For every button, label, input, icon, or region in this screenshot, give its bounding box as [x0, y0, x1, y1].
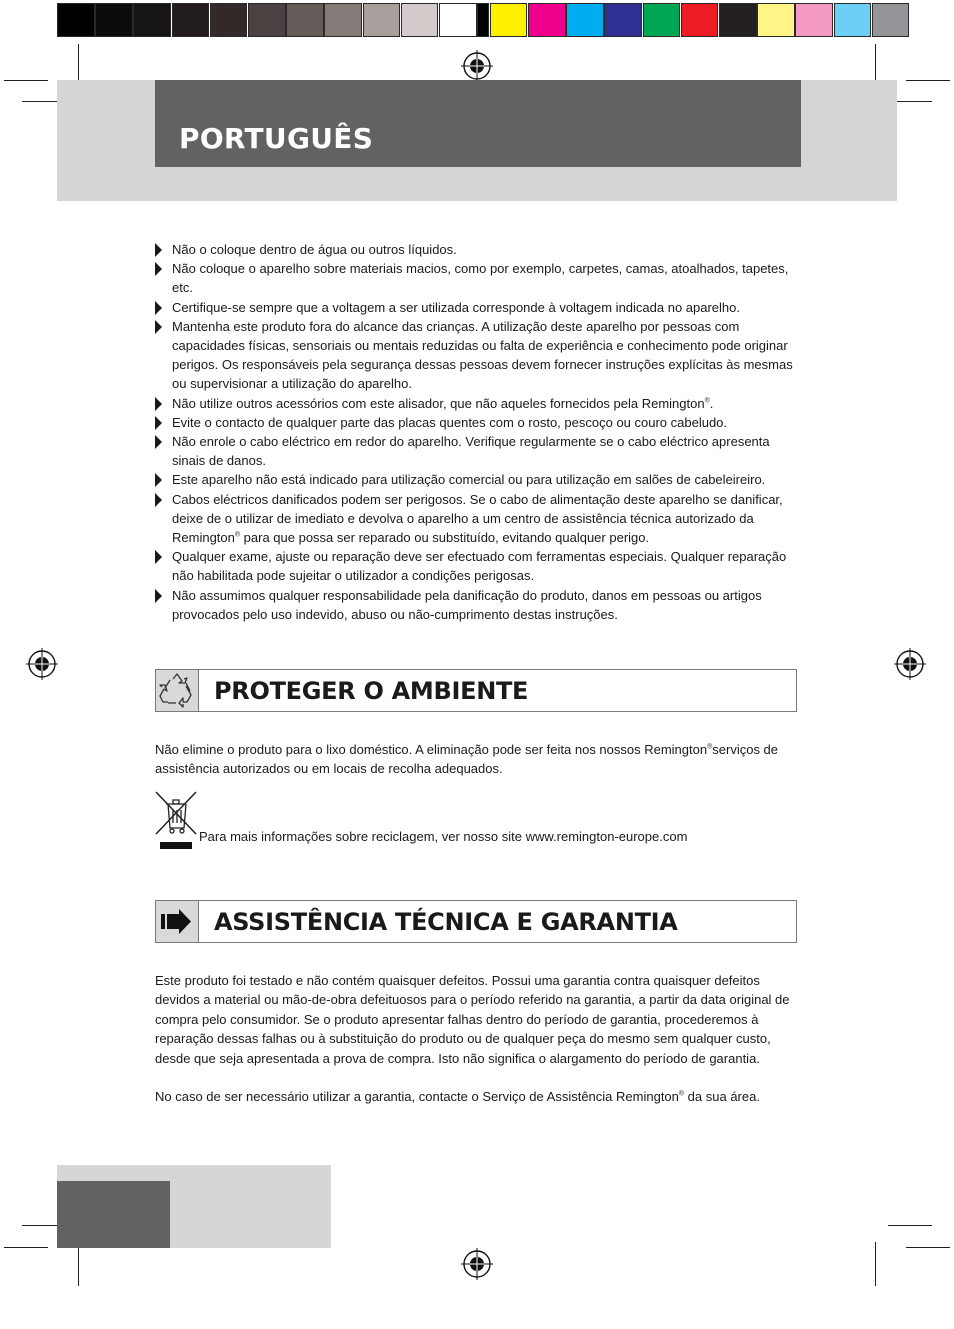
- list-item: [155, 394, 805, 413]
- arrow-right-icon: [156, 901, 198, 942]
- color-swatch: [643, 3, 681, 37]
- list-item: [155, 317, 805, 394]
- bullet-arrow-icon: [155, 320, 162, 334]
- list-item-text: Não assumimos qualquer responsabilidade pela danificação do produto, danos em pessoas ou artigos provocados pelo uso indevido, abuso ou não-cumprimento destas instruções.: [172, 587, 762, 622]
- section-icon-cell: [156, 901, 199, 942]
- registration-mark-icon: [894, 648, 926, 680]
- registration-mark-icon: [461, 50, 493, 82]
- bullet-arrow-icon: [155, 416, 162, 430]
- color-swatch: [757, 3, 795, 37]
- list-item: [155, 240, 805, 259]
- page-title: PORTUGUÊS: [179, 122, 374, 155]
- section-title: PROTEGER O AMBIENTE: [214, 677, 529, 705]
- bullet-arrow-icon: [155, 301, 162, 315]
- list-item-text: Não coloque o aparelho sobre materiais macios, como por exemplo, carpetes, camas, atoalhados, tapetes, etc.: [172, 261, 789, 296]
- bullet-arrow-icon: [155, 550, 162, 564]
- list-item-text: .: [709, 395, 714, 411]
- list-item-text: Certifique-se sempre que a voltagem a ser utilizada corresponde à voltagem indicada no aparelho.: [172, 299, 740, 315]
- bullet-arrow-icon: [155, 493, 162, 507]
- color-swatch: [834, 3, 872, 37]
- section-icon-cell: [156, 670, 199, 711]
- registered-mark: ®: [704, 397, 710, 405]
- paragraph-text: serviços de assistência autorizados ou em locais de recolha adequados.: [155, 742, 779, 777]
- color-swatch: [363, 3, 401, 37]
- registered-mark: ®: [707, 743, 713, 751]
- list-item-text: para que possa ser reparado ou substituído, evitando qualquer perigo.: [240, 530, 650, 546]
- color-swatch: [872, 3, 910, 37]
- recycling-info: Para mais informações sobre reciclagem, ver nosso site www.remington-europe.com: [199, 829, 688, 844]
- bullet-arrow-icon: [155, 589, 162, 603]
- color-swatch: [490, 3, 528, 37]
- list-item: [155, 586, 805, 624]
- color-swatch: [604, 3, 642, 37]
- color-swatch: [324, 3, 362, 37]
- list-item: [155, 298, 805, 317]
- safety-instructions-list: [155, 240, 805, 624]
- list-item: [155, 432, 805, 470]
- crop-mark: [906, 1247, 950, 1248]
- recycle-icon: [156, 670, 198, 711]
- list-item-text: Qualquer exame, ajuste ou reparação deve ser efectuado com ferramentas especiais. Qualquer reparação não habilitada pode sujeitar o utilizador a condições perigosas.: [172, 549, 787, 584]
- bullet-arrow-icon: [155, 397, 162, 411]
- color-swatch: [57, 3, 95, 37]
- color-swatch: [681, 3, 719, 37]
- registered-mark: ®: [234, 531, 241, 539]
- color-calibration-bar: [57, 0, 897, 39]
- crop-mark: [78, 1242, 79, 1286]
- bullet-arrow-icon: [155, 473, 162, 487]
- registered-mark: ®: [678, 1090, 685, 1098]
- list-item: [155, 259, 805, 297]
- paragraph-text: No caso de ser necessário utilizar a garantia, contacte o Serviço de Assistência Remington: [155, 1089, 679, 1104]
- bullet-arrow-icon: [155, 262, 162, 276]
- list-item-text: Cabos eléctricos danificados podem ser perigosos. Se o cabo de alimentação deste aparelho se danificar, deixe de o utilizar de imediato e devolva o aparelho a um centro de assistência técnica autorizado da Remington: [172, 491, 783, 546]
- color-swatch: [795, 3, 833, 37]
- color-swatch: [95, 3, 133, 37]
- section-header-environment: [155, 669, 797, 712]
- list-item: [155, 547, 805, 585]
- crop-mark: [4, 80, 48, 81]
- color-swatch: [286, 3, 324, 37]
- color-swatch: [439, 3, 477, 37]
- registration-mark-icon: [461, 1248, 493, 1280]
- bullet-arrow-icon: [155, 435, 162, 449]
- color-swatch: [172, 3, 210, 37]
- color-swatch: [248, 3, 286, 37]
- list-item: [155, 470, 805, 489]
- environment-paragraph: [155, 740, 805, 779]
- list-item-text: Evite o contacto de qualquer parte das placas quentes com o rosto, pescoço ou couro cabeludo.: [172, 414, 728, 430]
- list-item: [155, 490, 805, 548]
- paragraph-text: da sua área.: [684, 1089, 760, 1104]
- color-swatch: [528, 3, 566, 37]
- color-swatch: [133, 3, 171, 37]
- crop-mark: [906, 80, 950, 81]
- list-item: [155, 413, 805, 432]
- color-swatch: [477, 3, 489, 37]
- color-swatch: [401, 3, 439, 37]
- list-item-text: Mantenha este produto fora do alcance das crianças. A utilização deste aparelho por pessoas com capacidades físicas, sensoriais ou mentais reduzidas ou falta de experiência e conhecimento pode originar perigos. Os responsáveis pela segurança dessas pessoas devem fornecer instruções explícitas às mesmas ou supervisionar a utilização do aparelho.: [172, 318, 793, 392]
- footer-page-tab: [57, 1181, 170, 1248]
- crop-mark: [875, 1242, 876, 1286]
- section-header-service: [155, 900, 797, 943]
- list-item-text: Este aparelho não está indicado para utilização comercial ou para utilização em salões de cabeleireiro.: [172, 472, 766, 488]
- color-swatch: [566, 3, 604, 37]
- crossed-bin-icon: [154, 790, 198, 852]
- section-title: ASSISTÊNCIA TÉCNICA E GARANTIA: [214, 908, 678, 936]
- list-item-text: Não o coloque dentro de água ou outros líquidos.: [172, 242, 457, 257]
- warranty-paragraph: Este produto foi testado e não contém quaisquer defeitos. Possui uma garantia contra quaisquer defeitos devidos a material ou mão-de-obra defeituosos para o período referido na garantia, a partir da data original de compra pelo consumidor. Se o produto apresentar falhas dentro do período de garantia, procederemos à reparação dessas falhas ou à substituição do produto ou de qualquer peça do mesmo sem qualquer custo, desde que seja apresentada a prova de compra. Isto não significa o alargamento do período de garantia.: [155, 973, 790, 1066]
- registration-mark-icon: [26, 648, 58, 680]
- color-swatch: [719, 3, 757, 37]
- list-item-text: Não enrole o cabo eléctrico em redor do aparelho. Verifique regularmente se o cabo eléctrico apresenta sinais de danos.: [172, 434, 770, 469]
- crop-mark: [888, 1225, 932, 1226]
- list-item-text: Não utilize outros acessórios com este alisador, que não aqueles fornecidos pela Remington: [172, 395, 705, 411]
- paragraph-text: Não elimine o produto para o lixo doméstico. A eliminação pode ser feita nos nossos Remington: [155, 742, 708, 757]
- title-box: [155, 80, 801, 167]
- bullet-arrow-icon: [155, 243, 162, 257]
- warranty-contact-paragraph: [155, 1087, 805, 1106]
- color-swatch: [210, 3, 248, 37]
- crop-mark: [4, 1247, 48, 1248]
